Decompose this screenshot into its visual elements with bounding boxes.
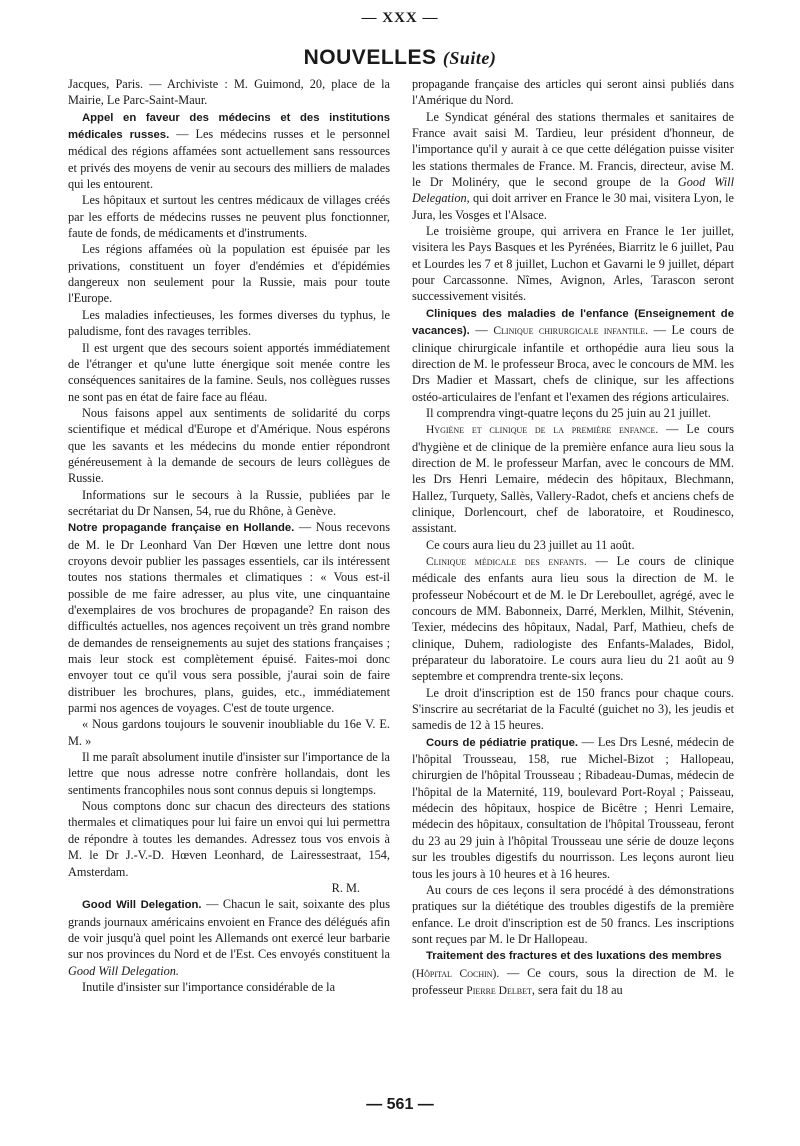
paragraph-text: — Les médecins russes et le personnel médical des régions affamées sont actuellement sans ressources et privés des moyens de venir au secours des milliers de malades qui les entourent. (68, 127, 390, 192)
title-text: NOUVELLES (303, 46, 437, 69)
paragraph: Il me paraît absolument inutile d'insister sur l'importance de la lettre que nous adresse notre confrère hollandais, dont les sentiments francophiles nous sont connus depuis si longtemps. (68, 750, 390, 797)
paragraph: Les régions affamées où la population est épuisée par les privations, constituent un foyer d'endémies et d'épidémies dangereux non seulement pour la Russie, mais pour toute l'Europe. (68, 242, 390, 306)
paragraph-text: — Nous recevons de M. le Dr Leonhard Van Der Hœven une lettre dont nous croyons devoir publier les passages essentiels, car ils intéressent toutes nos stations thermales et climatiques : « Vous est-il possible de me faire adresser, au plus vite, une cinquantaine d'exemplaires de vos brochures de propagande? En raison des difficultés actuelles, nos agences reçoivent un très grand nombre de demandes de renseignements au sujet des stations françaises ; mais leur stock est complètement épuisé. Faites-moi donc envoyer tout ce qu'il vous sera possible, j'aurai soin de faire distribuer les brochures, plans, guides, etc., immédiatement parmi nos agences de voyages. C'est de toute urgence. (68, 520, 390, 716)
paragraph (68, 519, 390, 716)
page-number (0, 1096, 800, 1114)
paragraph: Cliniques des maladies de l'enfance (Enseignement de vacances). — Clinique chirurgicale infantile. — Le cours de clinique chirurgicale infantile et orthopédie aura lieu sous la direction de M. le professeur Broca, avec le concours de MM. les Drs Madier et Massart, chefs de clinique, sur les affections ostéo-articulaires de l'enfant et l'examen des régions articulaires. (412, 307, 734, 404)
paragraph-text: , sera fait du 18 au (531, 982, 623, 997)
paragraph: Ce cours aura lieu du 23 juillet au 11 août. (426, 537, 635, 552)
small-caps-heading: (Hôpital Cochin). (412, 967, 500, 980)
paragraph-text: — Le cours de clinique médicale des enfants aura lieu sous la direction de M. le professeur Nobécourt et de M. le Dr Lereboullet, agrégé, avec le concours de MM. Babonneix, Darré, Merklen, Milhit, Stévenin, Texier, médecins des hôpitaux, Nadal, Parf, Mathieu, chefs de clinique, Duhem, radiologiste des Enfants-Malades, Bidol, préparateur du laboratoire. Le cours aura lieu du 21 août au 9 septembre et comprendra trente-six leçons. (412, 553, 734, 684)
section-heading: Cliniques des maladies de l'enfance (Enseignement de vacances). (412, 307, 734, 338)
paragraph (412, 421, 734, 536)
paragraph: propagande française des articles qui seront ainsi publiés dans l'Amérique du Nord. (412, 77, 734, 108)
italic-text: Good Will Delegation, (412, 175, 734, 206)
small-caps-heading: Clinique chirurgicale infantile. (493, 325, 648, 338)
paragraph-text: — Chacun le sait, soixante des plus grands journaux américains envoient en France des délégués afin de voir jusqu'à quel point les Allemands ont exercé leur barbarie sur nos provinces du Nord et de l'Est. Ces envoyés constituent la (68, 897, 390, 962)
paragraph-text: qui doit arriver en France le 30 mai, visitera Lyon, le Jura, les Vosges et l'Alsace. (412, 191, 734, 222)
small-caps-name: Pierre Delbet (466, 984, 532, 997)
section-heading: Traitement des fractures et des luxations des membres (426, 950, 722, 963)
paragraph: Au cours de ces leçons il sera procédé à des démonstrations pratiques sur la diététique des troubles digestifs de la première enfance. Le droit d'inscription est de 50 francs. Les inscriptions sont reçues par M. le Dr Hallopeau. (412, 882, 734, 946)
paragraph: Le troisième groupe, qui arrivera en France le 1er juillet, visitera les Pays Basques et les Pyrénées, Biarritz le 6 juillet, Pau et Lourdes les 7 et 8 juillet, Luchon et Gavarni le 9 juillet, départ pour Carcassonne. Nîmes, Avignon, Arles, Tarascon seront successivement visités. (412, 224, 734, 304)
signature: R. M. (331, 880, 360, 895)
paragraph (412, 553, 734, 685)
paragraph: Informations sur le secours à la Russie, publiées par le secrétariat du Dr Nansen, 54, rue du Rhône, à Genève. (68, 487, 390, 518)
paragraph: Nous faisons appel aux sentiments de solidarité du corps scientifique et médical d'Europe et d'Amérique. Nous espérons que les savants et les médecins du monde entier répondront généreusement à la demande de secours de leurs collègues de Russie. (68, 405, 390, 486)
paragraph (412, 947, 734, 999)
paragraph: Nous comptons donc sur chacun des directeurs des stations thermales et climatiques pour lui faire un envoi qui lui permettra de répondre à toutes les demandes. Adressez tous vos envois à M. le Dr J.-V.-D. Hœven Leonhard, de Lairessestraat, 154, Amsterdam. (68, 799, 390, 879)
page-number-text: — 561 — (366, 1096, 434, 1113)
paragraph-text: Le Syndicat général des stations thermales et sanitaires de France avait saisi M. Tardieu, leur président d'honneur, de l'importance qu'il y aurait à ce que cette délégation puisse visiter les stations thermales de France. M. Francis, directeur, avise M. le Dr Molinéry, que le second groupe de la (412, 109, 734, 190)
paragraph: « Nous gardons toujours le souvenir inoubliable du 16e V. E. M. » (68, 717, 390, 748)
page-roman-number: — XXX — (361, 10, 439, 26)
paragraph: Jacques, Paris. — Archiviste : M. Guimond, 20, place de la Mairie, Le Parc-Saint-Maur. (68, 77, 390, 108)
page-title (0, 46, 800, 70)
paragraph: Les hôpitaux et surtout les centres médicaux de villages créés par les efforts de médecins russes ne peuvent plus fonctionner, faute de fonds, de médicaments et d'instruments. (68, 193, 390, 241)
paragraph: Il est urgent que des secours soient apportés immédiatement de l'étranger et qu'une lutte énergique soit menée contre les conséquences sanitaires de la famine. Seuls, nos collègues russes ne sont pas en état de faire face au fléau. (68, 340, 390, 404)
title-suite: (Suite) (442, 48, 497, 68)
paragraph: Le droit d'inscription est de 150 francs pour chaque cours. S'inscrire au secrétariat de la Faculté (guichet no 3), les jeudis et samedis de 12 à 15 heures. (412, 685, 734, 733)
section-heading: Appel en faveur des médecins et des institutions médicales russes. (68, 111, 390, 142)
italic-text: Good Will Delegation. (68, 963, 180, 978)
section-heading: Notre propagande française en Hollande. (68, 522, 295, 535)
paragraph-text: — Le cours d'hygiène et de clinique de la première enfance aura lieu sous la direction de M. le professeur Marfan, avec le concours de MM. les Drs Henri Lemaire, médecin des hôpitaux, Blechmann, Hallez, Turquety, Sallès, Vallery-Radot, chefs et anciens chefs de clinique, Dorlencourt, chef de laboratoire, et Roudinesco, assistant. (412, 422, 734, 536)
section-heading: Good Will Delegation. (82, 899, 202, 912)
left-column (68, 76, 390, 1086)
paragraph: Les maladies infectieuses, les formes diverses du typhus, le paludisme, font des ravages terribles. (68, 307, 390, 339)
section-heading: Cours de pédiatrie pratique. (426, 736, 579, 749)
paragraph-text: — Les Drs Lesné, médecin de l'hôpital Trousseau, 158, rue Michel-Bizot ; Hallopeau, chirurgien de l'hôpital Trousseau ; Ribadeau-Dumas, médecin de l'hôpital de la Maternité, 119, boulevard Port-Royal ; Paisseau, médecin des hôpitaux, hospice de Bicêtre ; Henri Lemaire, médecin des hôpitaux, consultation de l'hôpital Trousseau, feront du 23 au 29 juin à l'hôpital Trousseau une série de douze leçons sur les troubles digestifs du nourrisson. Les leçons auront lieu tous les jours à 10 heures et à 16 heures. (412, 734, 734, 881)
small-caps-heading: Clinique médicale des enfants. (426, 555, 587, 568)
paragraph (68, 896, 390, 979)
paragraph (412, 734, 734, 882)
paragraph: Inutile d'insister sur l'importance considérable de la (82, 979, 336, 994)
small-caps-heading: Hygiène et clinique de la première enfance. (426, 424, 659, 437)
paragraph: Il comprendra vingt-quatre leçons du 25 juin au 21 juillet. (426, 405, 711, 420)
paragraph-text: — Le cours de clinique chirurgicale infantile et orthopédie aura lieu sous la direction de M. le professeur Broca, avec le concours de MM. les Drs Madier et Massart, chefs de clinique, sur les affections ostéo-articulaires de l'enfant et l'examen des régions articulaires. (412, 323, 734, 404)
paragraph (412, 109, 734, 223)
right-column (412, 76, 734, 1086)
paragraph (68, 109, 390, 193)
paragraph-text: — Ce cours, sous la direction de M. le professeur (412, 965, 734, 997)
